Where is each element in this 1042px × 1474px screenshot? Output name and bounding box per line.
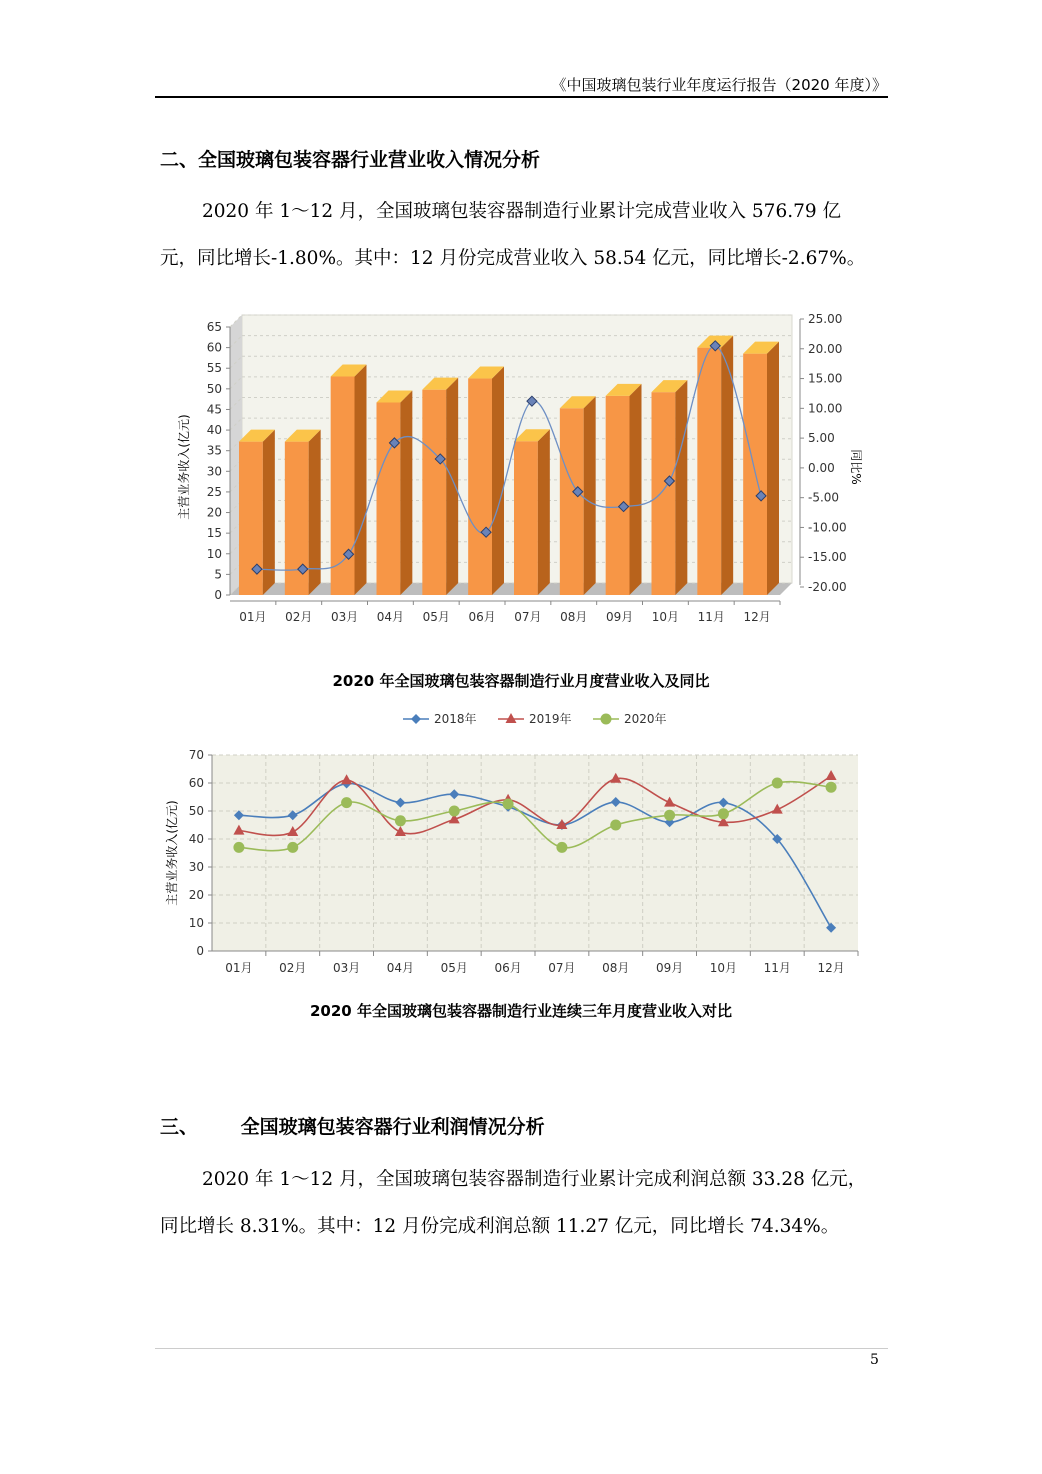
chart1-y-tick-label: 10: [206, 546, 222, 561]
chart2-y-tick-label: 50: [188, 804, 204, 818]
chart2-y-tick-label: 20: [188, 888, 204, 902]
chart2-legend-label: 2018年: [434, 712, 477, 726]
chart2-x-tick-label: 02月: [279, 961, 307, 975]
section3-heading: [160, 1112, 545, 1139]
chart1-y2-tick-label: 25.00: [808, 312, 843, 326]
chart2-point: [449, 806, 460, 817]
chart1-bar-side: [675, 380, 687, 595]
chart2-point: [610, 820, 621, 831]
chart2-point: [287, 842, 298, 853]
chart1-bar: [560, 408, 584, 595]
chart1-bar: [697, 348, 721, 595]
chart2-x-tick-label: 03月: [332, 961, 361, 975]
chart2-point: [826, 782, 837, 793]
chart2-point: [395, 815, 406, 826]
chart1-x-tick-label: 08月: [560, 610, 588, 624]
chart1-y2-tick-label: -20.00: [808, 580, 847, 594]
chart1-y-tick-label: 15: [206, 526, 222, 541]
chart2-x-tick-label: 11月: [763, 961, 791, 975]
section2-heading: 二、全国玻璃包装容器行业营业收入情况分析: [160, 149, 541, 171]
chart1-y-tick-label: 50: [206, 381, 222, 396]
chart1-y-tick-label: 25: [206, 484, 222, 499]
chart2-point: [718, 808, 729, 819]
chart2-y-tick-label: 30: [188, 860, 204, 874]
section3-heading-number: 三、: [160, 1116, 199, 1138]
chart1-y2-tick-label: 10.00: [808, 401, 843, 416]
chart2-point: [506, 713, 517, 723]
chart1-x-tick-label: 06月: [468, 610, 496, 624]
chart2-y-tick-label: 70: [188, 748, 204, 762]
chart1-bar-side: [584, 396, 596, 595]
chart2-x-tick-label: 05月: [440, 961, 468, 975]
chart1-x-tick-label: 10月: [651, 610, 680, 624]
chart1-y-tick-label: 60: [206, 340, 222, 355]
chart2-x-tick-label: 04月: [386, 961, 415, 975]
chart1-bar-side: [767, 342, 779, 595]
chart2-x-tick-label: 06月: [494, 961, 522, 975]
section3-paragraph-line2: 同比增长 8.31%。其中：12 月份完成利润总额 11.27 亿元，同比增长 74.34%。: [160, 1216, 840, 1237]
chart2-y-tick-label: 60: [188, 776, 204, 790]
chart1-y-tick-label: 5: [214, 567, 222, 582]
header-rule: [155, 96, 888, 98]
chart1-y2-tick-label: -10.00: [808, 520, 847, 535]
chart1-bar-side: [355, 364, 367, 595]
chart2-y-tick-label: 40: [188, 832, 204, 846]
chart2-caption: 2020 年全国玻璃包装容器制造行业连续三年月度营业收入对比: [310, 1002, 732, 1020]
chart1-y2-tick-label: 0.00: [808, 460, 835, 475]
chart2-y-tick-label: 0: [196, 944, 204, 958]
chart1-y-tick-label: 45: [206, 402, 222, 417]
chart1-bar-side: [538, 429, 550, 595]
section3-paragraph-line1: 2020 年 1～12 月，全国玻璃包装容器制造行业累计完成利润总额 33.28 亿元，: [202, 1169, 867, 1190]
chart1-y-tick-label: 65: [206, 320, 222, 334]
footer-rule: [155, 1348, 888, 1349]
section2-paragraph-line2: 元，同比增长-1.80%。其中：12 月份完成营业收入 58.54 亿元，同比增长-2.67%。: [160, 248, 866, 269]
chart1-bar-side: [492, 367, 504, 595]
chart1-y-tick-label: 0: [214, 588, 222, 602]
chart1-bar-side: [446, 378, 458, 595]
chart1-bar-side: [309, 430, 321, 595]
chart2-legend-label: 2019年: [529, 712, 572, 726]
chart1-bar: [514, 441, 538, 595]
page-number: 5: [870, 1352, 879, 1368]
chart1-bar: [331, 376, 355, 595]
chart2-point: [664, 810, 675, 821]
chart1-y2-tick-label: 5.00: [808, 431, 835, 446]
chart2-x-tick-label: 09月: [655, 961, 684, 975]
chart2-point: [772, 778, 783, 789]
chart2-x-tick-label: 12月: [817, 961, 845, 975]
section2-paragraph-line1: 2020 年 1～12 月，全国玻璃包装容器制造行业累计完成营业收入 576.79 亿: [202, 201, 842, 222]
chart1-y-tick-label: 20: [206, 505, 222, 520]
chart2-y-axis-label: 主营业务收入(亿元): [165, 800, 179, 906]
chart2-x-tick-label: 01月: [225, 961, 253, 975]
chart2-y-tick-label: 10: [188, 916, 204, 930]
chart1-bar: [606, 396, 630, 595]
chart1-y-axis-label: 主营业务收入(亿元): [177, 414, 191, 520]
chart1-caption: 2020 年全国玻璃包装容器制造行业月度营业收入及同比: [332, 672, 710, 690]
chart1-x-tick-label: 07月: [514, 610, 542, 624]
chart2-point: [556, 842, 567, 853]
chart2-point: [601, 714, 612, 725]
chart1-x-tick-label: 05月: [422, 610, 450, 624]
chart1-bar: [422, 390, 446, 595]
chart1-x-tick-label: 01月: [239, 610, 267, 624]
report-header: 《中国玻璃包装行业年度运行报告（2020 年度）》: [551, 76, 887, 94]
chart1-x-tick-label: 02月: [285, 610, 313, 624]
revenue-bar-chart: [160, 305, 880, 635]
chart1-y-tick-label: 55: [206, 361, 222, 376]
chart1-bar: [377, 402, 401, 595]
chart2-point: [341, 797, 352, 808]
chart1-y2-tick-label: 15.00: [808, 371, 843, 386]
chart1-y2-tick-label: 20.00: [808, 341, 843, 356]
chart1-y-tick-label: 40: [206, 423, 222, 438]
chart1-x-tick-label: 04月: [376, 610, 405, 624]
chart1-y-tick-label: 30: [206, 464, 222, 479]
section3-heading-text: 全国玻璃包装容器行业利润情况分析: [240, 1116, 545, 1138]
chart2-legend-label: 2020年: [624, 712, 667, 726]
chart2-point: [233, 842, 244, 853]
chart1-x-tick-label: 11月: [697, 610, 725, 624]
chart1-bar-side: [400, 390, 412, 595]
chart2-x-tick-label: 07月: [548, 961, 576, 975]
chart2-point: [411, 714, 421, 724]
chart1-y-tick-label: 35: [206, 443, 222, 458]
chart1-bar-side: [630, 384, 642, 595]
chart2-point: [503, 799, 514, 810]
chart1-bar: [652, 392, 676, 595]
chart2-x-tick-label: 10月: [709, 961, 738, 975]
chart1-x-tick-label: 09月: [605, 610, 634, 624]
chart1-x-tick-label: 12月: [743, 610, 771, 624]
chart1-bar-side: [721, 336, 733, 595]
three-year-line-chart: [160, 705, 880, 990]
chart1-y2-tick-label: -15.00: [808, 550, 847, 565]
chart2-x-tick-label: 08月: [602, 961, 630, 975]
chart1-y2-tick-label: -5.00: [808, 490, 840, 505]
chart1-y2-axis-label: 同比%: [849, 449, 863, 485]
chart1-bar: [468, 379, 492, 595]
chart1-x-tick-label: 03月: [330, 610, 359, 624]
